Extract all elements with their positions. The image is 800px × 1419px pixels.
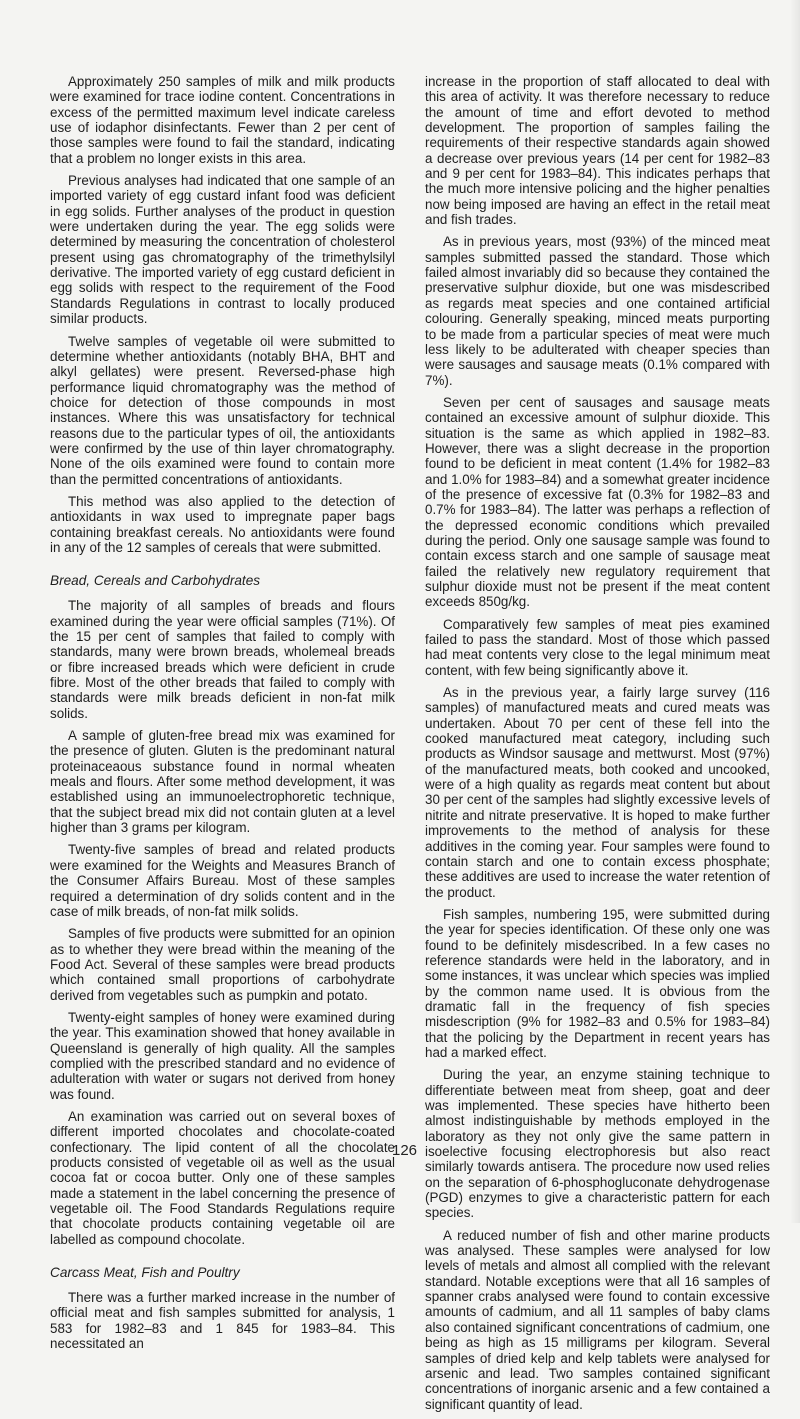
paragraph: Fish samples, numbering 195, were submitted during the year for species identification. Of these only one was found to be definitely misdescribed. In a few cases no reference standards were held in the laboratory, and in some instances, it was unclear which species was implied by the common name used. It is obvious from the dramatic fall in the frequency of fish species misdescription (9% for 1982–83 and 0.5% for 1983–84) that the policing by the Department in recent years has had a marked effect. bbox=[425, 906, 770, 1060]
paragraph: Twelve samples of vegetable oil were submitted to determine whether antioxidants (notably BHA, BHT and alkyl gellates) were present. Reversed-phase high performance liquid chromatography was the method of choice for detection of those compounds in most instances. Where this was unsatisfactory for technical reasons due to the particular types of oil, the antioxidants were confirmed by the use of thin layer chromatography. None of the oils examined were found to contain more than the permitted concentrations of antioxidants. bbox=[50, 333, 395, 487]
left-column bbox=[50, 74, 395, 1358]
page-number: 126 bbox=[392, 1142, 418, 1159]
paragraph: Previous analyses had indicated that one sample of an imported variety of egg custard infant food was deficient in egg solids. Further analyses of the product in question were undertaken during the year. The egg solids were determined by measuring the concentration of cholesterol present using gas chromatography of the trimethylsilyl derivative. The imported variety of egg custard deficient in egg solids with respect to the requirement of the Food Standards Regulations in contrast to locally produced similar products. bbox=[50, 173, 395, 327]
paragraph: The majority of all samples of breads and flours examined during the year were official samples (71%). Of the 15 per cent of samples that failed to comply with standards, many were brown breads, wholemeal breads or fibre increased breads which were deficient in crude fibre. Most of the other breads that failed to comply with standards were milk breads deficient in non-fat milk solids. bbox=[50, 598, 395, 721]
paragraph: Twenty-eight samples of honey were examined during the year. This examination showed that honey available in Queensland is generally of high quality. All the samples complied with the prescribed standard and no evidence of adulteration with water or sugars not derived from honey was found. bbox=[50, 1009, 395, 1102]
paragraph: A reduced number of fish and other marine products was analysed. These samples were analysed for low levels of metals and almost all complied with the relevant standard. Notable exceptions were that all 16 samples of spanner crabs analysed were found to contain excessive amounts of cadmium, and all 11 samples of baby clams also contained significant concentrations of cadmium, one being as high as 15 milligrams per kilogram. Several samples of dried kelp and kelp tablets were analysed for arsenic and lead. Two samples contained significant concentrations of inorganic arsenic and a few contained a significant quantity of lead. bbox=[425, 1227, 770, 1412]
page-edge-shadow bbox=[790, 0, 800, 1223]
paragraph: Comparatively few samples of meat pies examined failed to pass the standard. Most of those which passed had meat contents very close to the legal minimum meat content, with few being significantly above it. bbox=[425, 616, 770, 678]
paragraph: As in the previous year, a fairly large survey (116 samples) of manufactured meats and cured meats was undertaken. About 70 per cent of these fell into the cooked manufactured meat category, including such products as Windsor sausage and mettwurst. Most (97%) of the manufactured meats, both cooked and uncooked, were of a high quality as regards meat content but about 30 per cent of the samples had slightly excessive levels of nitrite and nitrate preservative. It is hoped to make further improvements to the method of analysis for these additives in the coming year. Four samples were found to contain starch and one to contain excess phosphate; these additives are used to increase the water retention of the product. bbox=[425, 685, 770, 900]
paragraph: increase in the proportion of staff allocated to deal with this area of activity. It was therefore necessary to reduce the amount of time and effort devoted to method development. The proportion of samples failing the requirements of their respective standards again showed a decrease over previous years (14 per cent for 1982–83 and 9 per cent for 1983–84). This indicates perhaps that the much more intensive policing and the higher penalties now being imposed are having an effect in the retail meat and fish trades. bbox=[425, 74, 770, 228]
paragraph: During the year, an enzyme staining technique to differentiate between meat from sheep, goat and deer was implemented. These species have hitherto been almost indistinguishable by methods employed in the laboratory as they not only give the same pattern in isoelective focusing electrophoresis but also react similarly towards antisera. The procedure now used relies on the separation of 6-phosphogluconate dehydrogenase (PGD) enzymes to give a characteristic pattern for each species. bbox=[425, 1067, 770, 1221]
paragraph: Twenty-five samples of bread and related products were examined for the Weights and Measures Branch of the Consumer Affairs Bureau. Most of these samples required a determination of dry solids content and in the case of milk breads, of non-fat milk solids. bbox=[50, 842, 395, 919]
paragraph: Approximately 250 samples of milk and milk products were examined for trace iodine content. Concentrations in excess of the permitted maximum level indicate careless use of iodaphor disinfectants. Fewer than 2 per cent of those samples were found to fail the standard, indicating that a problem no longer exists in this area. bbox=[50, 74, 395, 166]
right-column bbox=[425, 74, 770, 1419]
section-heading-bread: Bread, Cereals and Carbohydrates bbox=[50, 573, 261, 589]
paragraph: A sample of gluten-free bread mix was examined for the presence of gluten. Gluten is the predominant natural proteinaceaous substance found in normal wheaten meals and flours. After some method development, it was established using an immunoelectrophoretic technique, that the subject bread mix did not contain gluten at a level higher than 3 grams per kilogram. bbox=[50, 728, 395, 836]
paragraph: An examination was carried out on several boxes of different imported chocolates and chocolate-coated confectionary. The lipid content of all the chocolate products consisted of vegetable oil as well as the usual cocoa fat or cocoa butter. Only one of these samples made a statement in the label concerning the presence of vegetable oil. The Food Standards Regulations require that chocolate products containing vegetable oil are labelled as compound chocolate. bbox=[50, 1108, 395, 1247]
paragraph: This method was also applied to the detection of antioxidants in wax used to impregnate paper bags containing breakfast cereals. No antioxidants were found in any of the 12 samples of cereals that were submitted. bbox=[50, 493, 395, 555]
paragraph: Samples of five products were submitted for an opinion as to whether they were bread within the meaning of the Food Act. Several of these samples were bread products which contained small proportions of carbohydrate derived from vegetables such as pumpkin and potato. bbox=[50, 926, 395, 1003]
paragraph: Seven per cent of sausages and sausage meats contained an excessive amount of sulphur dioxide. This situation is the same as which applied in 1982–83. However, there was a slight decrease in the proportion found to be deficient in meat content (1.4% for 1982–83 and 1.0% for 1983–84) and a somewhat greater incidence of the presence of excessive fat (0.3% for 1982–83 and 0.7% for 1983–84). The latter was perhaps a reflection of the depressed economic conditions which prevailed during the period. Only one sausage sample was found to contain excess starch and one sample of sausage meat failed the relatively new regulatory requirement that sulphur dioxide must not be present if the meat content exceeds 850g/kg. bbox=[425, 394, 770, 610]
section-heading-carcass-meat: Carcass Meat, Fish and Poultry bbox=[50, 1265, 240, 1281]
paragraph: There was a further marked increase in the number of official meat and fish samples submitted for analysis, 1 583 for 1982–83 and 1 845 for 1983–84. This necessitated an bbox=[50, 1290, 395, 1352]
paragraph: As in previous years, most (93%) of the minced meat samples submitted passed the standard. Those which failed almost invariably did so because they contained the preservative sulphur dioxide, but one was misdescribed as regards meat species and one contained artificial colouring. Generally speaking, minced meats purporting to be made from a particular species of meat were much less likely to be adulterated with cheaper species than were sausages and sausage meats (0.1% compared with 7%). bbox=[425, 234, 770, 388]
